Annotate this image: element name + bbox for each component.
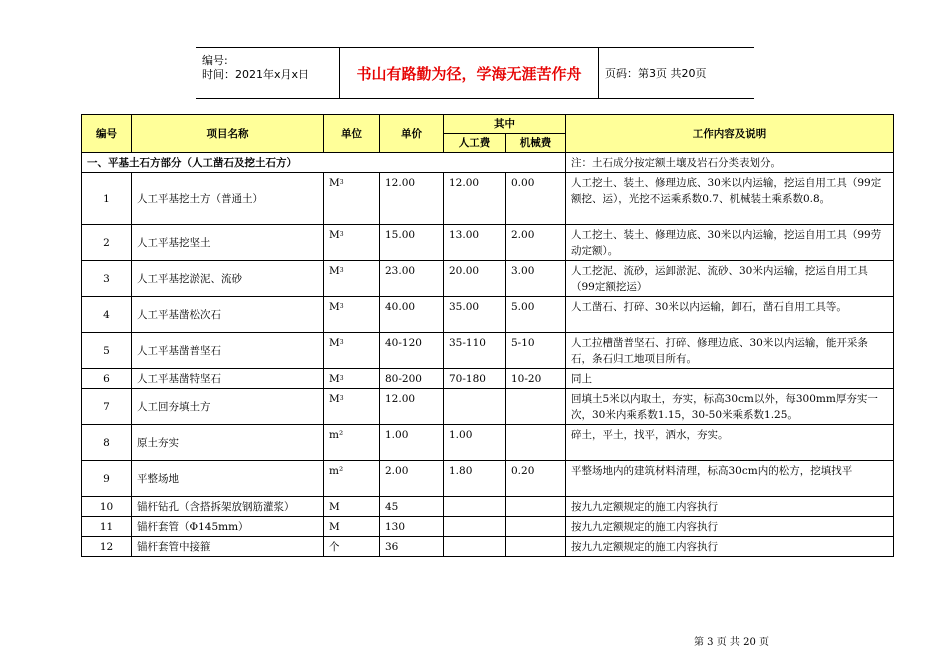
row-no: 2: [82, 225, 132, 261]
header-info-cell: [196, 48, 340, 98]
row-desc: 人工凿石、打碎、30米以内运输，卸石，凿石自用工具等。: [566, 297, 894, 333]
row-unit: $M^3$: [324, 333, 380, 369]
row-desc: 人工挖泥、流砂，运卸淤泥、流砂、30米内运输，挖运自用工具（99定额挖运）: [566, 261, 894, 297]
row-machine: 2.00: [506, 225, 566, 261]
code-label: 编号:: [202, 54, 228, 67]
section-title: 一、平基土石方部分（人工凿石及挖土石方）: [82, 153, 566, 173]
table-row: [82, 497, 894, 517]
row-labor: [444, 517, 506, 537]
page-header: [196, 47, 754, 99]
row-labor: 35.00: [444, 297, 506, 333]
table-row: [82, 369, 894, 389]
table-row: [82, 537, 894, 557]
row-machine: [506, 389, 566, 425]
row-price: 40-120: [380, 333, 444, 369]
motto-text: 书山有路勤为径，学海无涯苦作舟: [340, 48, 599, 98]
row-desc: 回填土5米以内取土，夯实，标高30cm以外，每300mm厚夯实一次，30米内乘系数1.15，30-50米乘系数1.25。: [566, 389, 894, 425]
row-machine: [506, 425, 566, 461]
row-machine: [506, 497, 566, 517]
row-no: 7: [82, 389, 132, 425]
row-name: 人工回夯填土方: [132, 389, 324, 425]
row-no: 5: [82, 333, 132, 369]
row-machine: [506, 537, 566, 557]
row-name: 锚杆钻孔（含搭拆架放钢筋灌浆）: [132, 497, 324, 517]
table-row: [82, 389, 894, 425]
row-no: 12: [82, 537, 132, 557]
row-labor: 20.00: [444, 261, 506, 297]
row-name: 人工平基挖淤泥、流砂: [132, 261, 324, 297]
row-desc: 按九九定额规定的施工内容执行: [566, 537, 894, 557]
price-table: [81, 114, 894, 557]
row-price: 12.00: [380, 389, 444, 425]
row-machine: 10-20: [506, 369, 566, 389]
row-price: 40.00: [380, 297, 444, 333]
row-name: 人工平基挖土方（普通土）: [132, 173, 324, 225]
row-unit: M: [324, 497, 380, 517]
header-desc: 工作内容及说明: [566, 115, 894, 153]
row-unit: $M^3$: [324, 225, 380, 261]
row-name: 人工平基凿特坚石: [132, 369, 324, 389]
row-unit: M: [324, 517, 380, 537]
header-price: 单价: [380, 115, 444, 153]
row-no: 1: [82, 173, 132, 225]
row-machine: 5.00: [506, 297, 566, 333]
row-no: 6: [82, 369, 132, 389]
time-label: 时间：2021年x月x日: [202, 68, 310, 81]
row-machine: [506, 517, 566, 537]
row-price: 12.00: [380, 173, 444, 225]
row-unit: 个: [324, 537, 380, 557]
row-unit: $M^3$: [324, 173, 380, 225]
table-row: [82, 261, 894, 297]
row-unit: $M^3$: [324, 369, 380, 389]
table-row: [82, 173, 894, 225]
header-labor: 人工费: [444, 134, 506, 153]
row-desc: 碎土，平土，找平，洒水，夯实。: [566, 425, 894, 461]
unit-superscript: 3: [339, 267, 344, 274]
row-no: 11: [82, 517, 132, 537]
row-unit: $M^3$: [324, 261, 380, 297]
row-desc: 平整场地内的建筑材料清理，标高30cm内的松方，挖填找平: [566, 461, 894, 497]
row-labor: [444, 537, 506, 557]
header-machine: 机械费: [506, 134, 566, 153]
row-desc: 人工挖土、装土、修理边底、30米以内运输，挖运自用工具（99劳动定额）。: [566, 225, 894, 261]
row-machine: 3.00: [506, 261, 566, 297]
row-unit: m²: [324, 425, 380, 461]
row-price: 15.00: [380, 225, 444, 261]
row-name: 人工平基挖坚土: [132, 225, 324, 261]
unit-superscript: 3: [339, 231, 344, 238]
row-machine: 5-10: [506, 333, 566, 369]
row-labor: 35-110: [444, 333, 506, 369]
header-among: 其中: [444, 115, 566, 134]
row-labor: 13.00: [444, 225, 506, 261]
header-no: 编号: [82, 115, 132, 153]
unit-superscript: 3: [339, 395, 344, 402]
row-desc: 人工挖土、装土、修理边底、30米以内运输，挖运自用工具（99定额挖、运），光挖不运乘系数0.7、机械装土乘系数0.8。: [566, 173, 894, 225]
unit-superscript: 3: [339, 179, 344, 186]
row-no: 4: [82, 297, 132, 333]
row-no: 9: [82, 461, 132, 497]
table-row: [82, 333, 894, 369]
page-number-label: 页码：第3页 共20页: [605, 67, 707, 80]
row-labor: 12.00: [444, 173, 506, 225]
row-unit: $M^3$: [324, 297, 380, 333]
table-row: [82, 225, 894, 261]
header-name: 项目名称: [132, 115, 324, 153]
row-labor: 1.80: [444, 461, 506, 497]
row-labor: [444, 389, 506, 425]
row-price: 80-200: [380, 369, 444, 389]
row-price: 45: [380, 497, 444, 517]
row-name: 锚杆套管中接箍: [132, 537, 324, 557]
row-price: 2.00: [380, 461, 444, 497]
page-footer: 第 3 页 共 20 页: [694, 637, 769, 648]
row-machine: 0.00: [506, 173, 566, 225]
table-row: [82, 517, 894, 537]
row-unit: m²: [324, 461, 380, 497]
row-name: 原土夯实: [132, 425, 324, 461]
row-desc: 按九九定额规定的施工内容执行: [566, 497, 894, 517]
row-price: 23.00: [380, 261, 444, 297]
table-row: [82, 425, 894, 461]
unit-superscript: 3: [339, 375, 344, 382]
row-price: 130: [380, 517, 444, 537]
row-name: 人工平基凿普坚石: [132, 333, 324, 369]
row-name: 锚杆套管（Φ145mm）: [132, 517, 324, 537]
section-note: 注：土石成分按定额土壤及岩石分类表划分。: [566, 153, 894, 173]
row-labor: 70-180: [444, 369, 506, 389]
row-machine: 0.20: [506, 461, 566, 497]
table-row: [82, 461, 894, 497]
row-desc: 人工拉槽凿普坚石、打碎、修理边底、30米以内运输，能开采条石，条石归工地项目所有。: [566, 333, 894, 369]
row-unit: $M^3$: [324, 389, 380, 425]
header-unit: 单位: [324, 115, 380, 153]
row-desc: 按九九定额规定的施工内容执行: [566, 517, 894, 537]
row-labor: [444, 497, 506, 517]
section-row: [82, 153, 894, 173]
row-no: 3: [82, 261, 132, 297]
unit-superscript: 3: [339, 303, 344, 310]
table-row: [82, 297, 894, 333]
row-name: 人工平基凿松次石: [132, 297, 324, 333]
row-price: 36: [380, 537, 444, 557]
row-no: 10: [82, 497, 132, 517]
row-labor: 1.00: [444, 425, 506, 461]
unit-superscript: 3: [339, 339, 344, 346]
row-desc: 同上: [566, 369, 894, 389]
row-price: 1.00: [380, 425, 444, 461]
row-name: 平整场地: [132, 461, 324, 497]
row-no: 8: [82, 425, 132, 461]
